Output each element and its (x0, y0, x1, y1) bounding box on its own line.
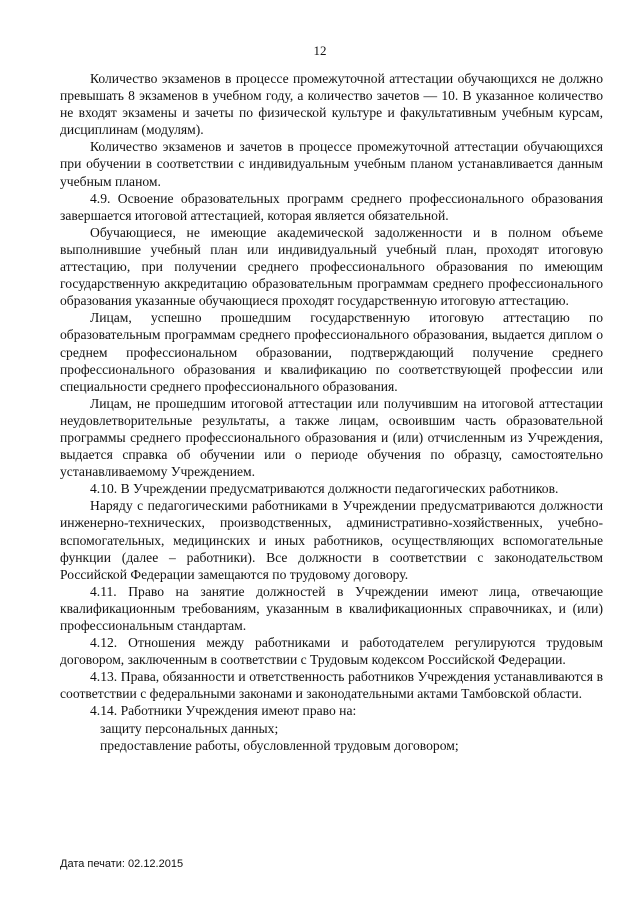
paragraph: 4.10. В Учреждении предусматриваются должности педагогических работников. (90, 481, 559, 497)
paragraph: 4.13. Права, обязанности и ответственность работников Учреждения устанавливаются в соответствии с федеральными законами и законодательными актами Тамбовской области. (60, 669, 603, 702)
page-number: 12 (313, 43, 327, 58)
paragraph: Количество экзаменов в процессе промежуточной аттестации обучающихся не должно превышать 8 экзаменов в учебном году, а количество зачетов — 10. В указанное количество не входят экзамены и зачеты по физической культуре и факультативным учебным курсам, дисциплинам (модулям). (60, 71, 603, 138)
paragraph: 4.11. Право на занятие должностей в Учреждении имеют лица, отвечающие квалификационным требованиям, указанным в квалификационных справочниках, и (или) профессиональным стандартам. (60, 583, 603, 633)
document-body (60, 70, 603, 754)
paragraph: Количество экзаменов и зачетов в процессе промежуточной аттестации обучающихся при обучении в соответствии с индивидуальным учебным планом устанавливается данным учебным планом. (60, 139, 603, 189)
paragraph: 4.14. Работники Учреждения имеют право на: (90, 703, 357, 719)
paragraph: Обучающиеся, не имеющие академической задолженности и в полном объеме выполнившие учебный план или индивидуальный учебный план, проходят итоговую аттестацию, при получении среднего профессионального образования по имеющим государственную аккредитацию образовательным программам среднего профессионального образования указанные обучающиеся проходят государственную итоговую аттестацию. (60, 224, 603, 309)
list-item: защиту персональных данных; (100, 720, 279, 736)
paragraph: Наряду с педагогическими работниками в Учреждении предусматриваются должности инженерно-технических, производственных, административно-хозяйственных, учебно-вспомогательных, медицинских и иных работников, осуществляющих вспомогательные функции (далее – работники). Все должности в соответствии с законодательством Российской Федерации замещаются по трудовому договору. (60, 498, 603, 582)
list-item: предоставление работы, обусловленной трудовым договором; (100, 737, 459, 753)
paragraph: 4.9. Освоение образовательных программ среднего профессионального образования завершается итоговой аттестацией, которая является обязательной. (60, 190, 603, 223)
print-date-footer: Дата печати: 02.12.2015 (60, 858, 184, 870)
paragraph: Лицам, не прошедшим итоговой аттестации или получившим на итоговой аттестации неудовлетворительные результаты, а также лицам, освоившим часть образовательной программы среднего профессионального образования и (или) отчисленным из Учреждения, выдается справка об обучении или о периоде обучения по образцу, самостоятельно устанавливаемому Учреждением. (60, 395, 603, 480)
paragraph: 4.12. Отношения между работниками и работодателем регулируются трудовым договором, заключенным в соответствии с Трудовым кодексом Российской Федерации. (60, 635, 603, 668)
paragraph: Лицам, успешно прошедшим государственную итоговую аттестацию по образовательным программам среднего профессионального образования, выдается диплом о среднем профессиональном образовании, подтверждающий получение среднего профессионального образования и квалификацию по соответствующей профессии или специальности среднего профессионального образования. (60, 310, 603, 394)
